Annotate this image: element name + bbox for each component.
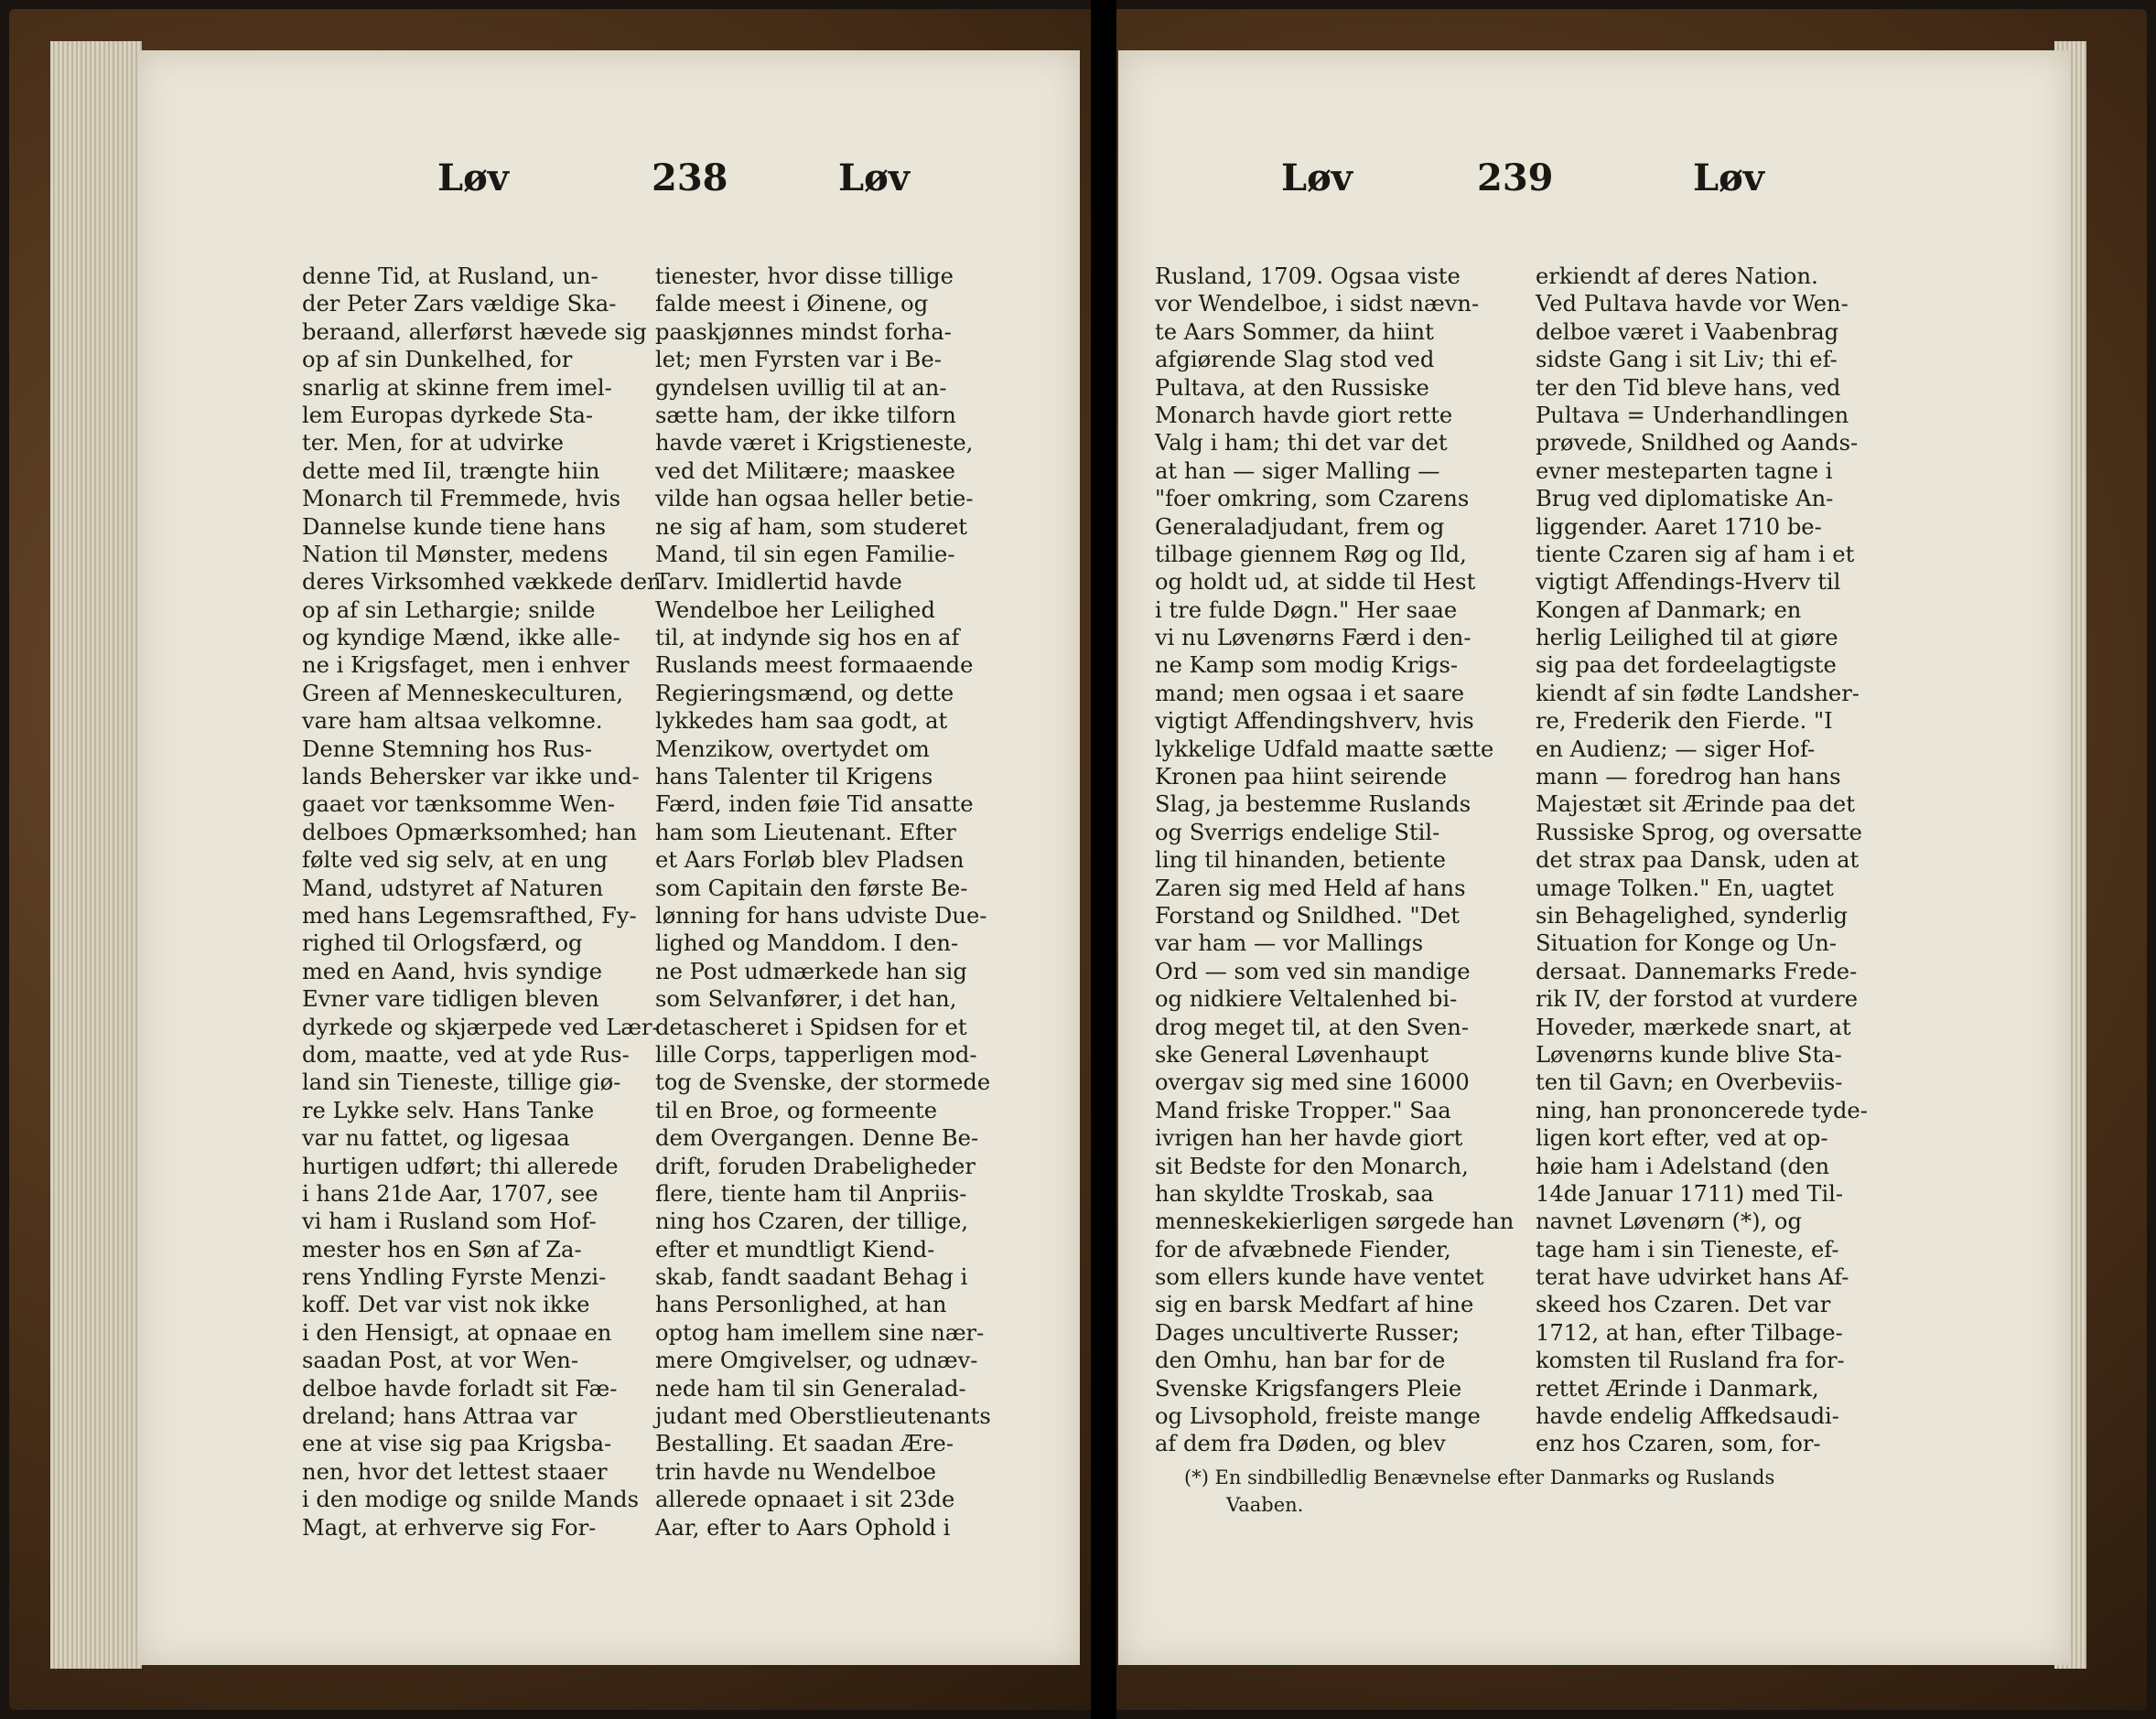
text-line: Wendelboe her Leilighed: [655, 596, 935, 623]
text-line: Tarv. Imidlertid havde: [655, 569, 902, 596]
text-line: sætte ham, der ikke tilforn: [655, 402, 956, 428]
text-line: et Aars Forløb blev Pladsen: [655, 847, 965, 874]
text-line: lille Corps, tapperligen mod-: [655, 1041, 977, 1068]
text-line: dem Overgangen. Denne Be-: [655, 1125, 979, 1152]
text-line: Ved Pultava havde vor Wen-: [1536, 291, 1849, 317]
text-line: skab, fandt saadant Behag i: [655, 1264, 968, 1291]
text-line: prøvede, Snildhed og Aands-: [1536, 430, 1859, 457]
text-line: hans Talenter til Krigens: [655, 764, 933, 790]
text-line: som ellers kunde have ventet: [1155, 1264, 1484, 1291]
text-line: gaaet vor tænksomme Wen-: [302, 791, 616, 818]
text-line: ene at vise sig paa Krigsba-: [302, 1431, 612, 1457]
text-line: Generaladjudant, frem og: [1155, 513, 1445, 540]
text-line: delboe havde forladt sit Fæ-: [302, 1375, 618, 1402]
text-line: til, at indynde sig hos en af: [655, 625, 960, 651]
text-line: lønning for hans udviste Due-: [655, 902, 987, 929]
text-line: og holdt ud, at sidde til Hest: [1155, 569, 1476, 596]
text-line: Færd, inden føie Tid ansatte: [655, 791, 974, 818]
text-line: Magt, at erhverve sig For-: [302, 1514, 597, 1541]
text-line: Mand, til sin egen Familie-: [655, 541, 955, 567]
text-line: for de afvæbnede Fiender,: [1155, 1236, 1451, 1262]
text-line: Denne Stemning hos Rus-: [302, 736, 593, 762]
text-line: vare ham altsaa velkomne.: [302, 708, 603, 735]
text-line: sin Behagelighed, synderlig: [1536, 902, 1848, 929]
text-line: righed til Orlogsfærd, og: [302, 930, 583, 957]
left-page-number: 238: [652, 156, 728, 199]
text-line: Green af Menneskeculturen,: [302, 680, 624, 706]
text-line: rens Yndling Fyrste Menzi-: [302, 1264, 607, 1291]
text-line: ne Kamp som modig Krigs-: [1155, 652, 1459, 679]
text-line: nen, hvor det lettest staaer: [302, 1458, 608, 1485]
text-line: delboe været i Vaabenbrag: [1536, 318, 1839, 345]
text-line: drog meget til, at den Sven-: [1155, 1014, 1469, 1040]
text-line: dette med Iil, trængte hiin: [302, 457, 600, 484]
left-page-column-1: [302, 263, 662, 1542]
text-line: koff. Det var vist nok ikke: [302, 1292, 590, 1318]
text-line: lighed og Manddom. I den-: [655, 930, 959, 957]
text-line: ved det Militære; maaskee: [655, 457, 955, 484]
text-line: havde endelig Affkedsaudi-: [1536, 1403, 1839, 1430]
text-line: Regieringsmænd, og dette: [655, 680, 954, 706]
text-line: lykkelige Udfald maatte sætte: [1155, 736, 1494, 762]
text-line: dom, maatte, ved at yde Rus-: [302, 1041, 630, 1068]
text-line: vor Wendelboe, i sidst nævn-: [1155, 291, 1480, 317]
text-line: Situation for Konge og Un-: [1536, 930, 1837, 957]
left-page-column-2: [655, 263, 991, 1542]
text-line: som Capitain den første Be-: [655, 875, 968, 901]
text-line: deres Virksomhed vækkede den: [302, 569, 662, 596]
text-line: 14de Januar 1711) med Til-: [1536, 1180, 1844, 1207]
text-line: Pultava = Underhandlingen: [1536, 402, 1849, 428]
text-line: afgiørende Slag stod ved: [1155, 347, 1435, 373]
text-line: vi nu Løvenørns Færd i den-: [1155, 625, 1471, 651]
text-line: mester hos en Søn af Za-: [302, 1236, 582, 1262]
text-line: land sin Tieneste, tillige giø-: [302, 1069, 621, 1096]
text-line: Ord — som ved sin mandige: [1155, 958, 1471, 984]
text-line: ne sig af ham, som studeret: [655, 513, 967, 540]
text-line: Valg i ham; thi det var det: [1155, 430, 1448, 457]
text-line: enz hos Czaren, som, for-: [1536, 1431, 1821, 1457]
text-line: navnet Løvenørn (*), og: [1536, 1209, 1802, 1235]
text-line: Dages uncultiverte Russer;: [1155, 1319, 1461, 1346]
text-line: evner mesteparten tagne i: [1536, 457, 1833, 484]
text-line: Aar, efter to Aars Ophold i: [655, 1514, 951, 1541]
text-line: Monarch havde giort rette: [1155, 402, 1453, 428]
text-line: Evner vare tidligen bleven: [302, 986, 599, 1013]
left-page: [137, 50, 1080, 1665]
text-line: dersaat. Dannemarks Frede-: [1536, 958, 1858, 984]
text-line: at han — siger Malling —: [1155, 457, 1440, 484]
text-line: falde meest i Øinene, og: [655, 291, 929, 317]
text-line: en Audienz; — siger Hof-: [1536, 736, 1816, 762]
text-line: nede ham til sin Generalad-: [655, 1375, 966, 1402]
text-line: saadan Post, at vor Wen-: [302, 1348, 579, 1374]
text-line: Dannelse kunde tiene hans: [302, 513, 607, 540]
text-line: liggender. Aaret 1710 be-: [1536, 513, 1822, 540]
text-line: Majestæt sit Ærinde paa det: [1536, 791, 1855, 818]
right-page-running-head-right: Løv: [1693, 156, 1765, 199]
text-line: og Sverrigs endelige Stil-: [1155, 819, 1440, 845]
text-line: op af sin Lethargie; snilde: [302, 596, 596, 623]
text-line: der Peter Zars vældige Ska-: [302, 291, 617, 317]
right-page-number: 239: [1477, 156, 1554, 199]
left-page-running-head-right: Løv: [838, 156, 911, 199]
text-line: Forstand og Snildhed. "Det: [1155, 902, 1461, 929]
text-line: og nidkiere Veltalenhed bi-: [1155, 986, 1458, 1013]
text-line: skeed hos Czaren. Det var: [1536, 1292, 1831, 1318]
text-line: delboes Opmærksomhed; han: [302, 819, 637, 845]
text-line: beraand, allerførst hævede sig: [302, 318, 647, 345]
text-line: lykkedes ham saa godt, at: [655, 708, 948, 735]
text-line: Russiske Sprog, og oversatte: [1536, 819, 1862, 845]
text-line: efter et mundtligt Kiend-: [655, 1236, 935, 1262]
text-line: rettet Ærinde i Danmark,: [1536, 1375, 1819, 1402]
text-line: ning hos Czaren, der tillige,: [655, 1209, 969, 1235]
text-line: var ham — vor Mallings: [1155, 930, 1424, 957]
text-line: sig en barsk Medfart af hine: [1155, 1292, 1474, 1318]
text-line: Kongen af Danmark; en: [1536, 596, 1802, 623]
text-line: terat have udvirket hans Af-: [1536, 1264, 1849, 1291]
text-line: Løvenørns kunde blive Sta-: [1536, 1041, 1842, 1068]
text-line: Kronen paa hiint seirende: [1155, 764, 1448, 790]
text-line: som Selvanfører, i det han,: [655, 986, 957, 1013]
text-line: ling til hinanden, betiente: [1155, 847, 1446, 874]
text-line: snarlig at skinne frem imel-: [302, 374, 612, 401]
gutter: [1091, 0, 1116, 1719]
text-line: det strax paa Dansk, uden at: [1536, 847, 1860, 874]
text-line: allerede opnaaet i sit 23de: [655, 1487, 955, 1513]
text-line: var nu fattet, og ligesaa: [302, 1125, 570, 1152]
text-line: tog de Svenske, der stormede: [655, 1069, 991, 1096]
text-line: sig paa det fordeelagtigste: [1536, 652, 1837, 679]
text-line: ivrigen han her havde giort: [1155, 1125, 1463, 1152]
text-line: ten til Gavn; en Overbeviis-: [1536, 1069, 1843, 1096]
text-line: re, Frederik den Fierde. "I: [1536, 708, 1833, 735]
text-line: Slag, ja bestemme Ruslands: [1155, 791, 1471, 818]
text-line: Brug ved diplomatiske An-: [1536, 486, 1834, 512]
text-line: og Livsophold, freiste mange: [1155, 1403, 1481, 1430]
text-line: ligen kort efter, ved at op-: [1536, 1125, 1828, 1152]
text-line: vigtigt Affendingshverv, hvis: [1155, 708, 1474, 735]
text-line: med hans Legemsrafthed, Fy-: [302, 902, 637, 929]
text-line: ning, han prononcerede tyde-: [1536, 1097, 1868, 1123]
text-line: sidste Gang i sit Liv; thi ef-: [1536, 347, 1838, 373]
right-page-column-1: [1155, 263, 1521, 1458]
text-line: Ruslands meest formaaende: [655, 652, 974, 679]
text-line: høie ham i Adelstand (den: [1536, 1153, 1830, 1179]
right-page-running-head-left: Løv: [1281, 156, 1353, 199]
text-line: 1712, at han, efter Tilbage-: [1536, 1319, 1843, 1346]
text-line: Menzikow, overtydet om: [655, 736, 930, 762]
text-line: let; men Fyrsten var i Be-: [655, 347, 942, 373]
text-line: optog ham imellem sine nær-: [655, 1319, 985, 1346]
right-page: [1118, 50, 2070, 1665]
text-line: dreland; hans Attraa var: [302, 1403, 577, 1430]
text-line: af dem fra Døden, og blev: [1155, 1431, 1446, 1457]
text-line: Monarch til Fremmede, hvis: [302, 486, 620, 512]
text-line: tienester, hvor disse tillige: [655, 263, 954, 289]
text-line: tilbage giennem Røg og Ild,: [1155, 541, 1467, 567]
text-line: ter den Tid bleve hans, ved: [1536, 374, 1841, 401]
text-line: sit Bedste for den Monarch,: [1155, 1153, 1469, 1179]
text-line: havde været i Krigstieneste,: [655, 430, 974, 457]
text-line: dyrkede og skjærpede ved Lær-: [302, 1014, 660, 1040]
text-line: komsten til Rusland fra for-: [1536, 1348, 1845, 1374]
text-line: hans Personlighed, at han: [655, 1292, 947, 1318]
text-line: erkiendt af deres Nation.: [1536, 263, 1818, 289]
text-line: herlig Leilighed til at giøre: [1536, 625, 1838, 651]
text-line: Pultava, at den Russiske: [1155, 374, 1429, 401]
text-line: til en Broe, og formeente: [655, 1097, 938, 1123]
footnote-line-2: Vaaben.: [1226, 1494, 1304, 1516]
text-line: flere, tiente ham til Anpriis-: [655, 1180, 967, 1207]
text-line: "foer omkring, som Czarens: [1155, 486, 1470, 512]
text-line: Zaren sig med Held af hans: [1155, 875, 1466, 901]
text-line: mand; men ogsaa i et saare: [1155, 680, 1465, 706]
text-line: Rusland, 1709. Ogsaa viste: [1155, 263, 1461, 289]
text-line: ne Post udmærkede han sig: [655, 958, 967, 984]
text-line: kiendt af sin fødte Landsher-: [1536, 680, 1860, 706]
text-line: og kyndige Mænd, ikke alle-: [302, 625, 620, 651]
text-line: paaskjønnes mindst forha-: [655, 318, 952, 345]
text-line: tage ham i sin Tieneste, ef-: [1536, 1236, 1839, 1262]
text-line: overgav sig med sine 16000: [1155, 1069, 1470, 1096]
text-line: Mand, udstyret af Naturen: [302, 875, 604, 901]
text-line: i den Hensigt, at opnaae en: [302, 1319, 612, 1346]
text-line: vi ham i Rusland som Hof-: [302, 1209, 597, 1235]
text-line: denne Tid, at Rusland, un-: [302, 263, 598, 289]
text-line: drift, foruden Drabeligheder: [655, 1153, 976, 1179]
left-page-edges: [50, 41, 142, 1669]
text-line: den Omhu, han bar for de: [1155, 1348, 1446, 1374]
text-line: menneskekierligen sørgede han: [1155, 1209, 1515, 1235]
text-line: judant med Oberstlieutenants: [655, 1403, 991, 1430]
text-line: lem Europas dyrkede Sta-: [302, 402, 594, 428]
text-line: ham som Lieutenant. Efter: [655, 819, 956, 845]
text-line: gyndelsen uvillig til at an-: [655, 374, 947, 401]
text-line: Hoveder, mærkede snart, at: [1536, 1014, 1851, 1040]
text-line: ter. Men, for at udvirke: [302, 430, 564, 457]
left-page-running-head-left: Løv: [437, 156, 510, 199]
text-line: i tre fulde Døgn." Her saae: [1155, 596, 1458, 623]
text-line: mere Omgivelser, og udnæv-: [655, 1348, 978, 1374]
text-line: ske General Løvenhaupt: [1155, 1041, 1428, 1068]
text-line: detascheret i Spidsen for et: [655, 1014, 967, 1040]
text-line: te Aars Sommer, da hiint: [1155, 318, 1434, 345]
text-line: hurtigen udført; thi allerede: [302, 1153, 619, 1179]
text-line: rik IV, der forstod at vurdere: [1536, 986, 1859, 1013]
text-line: trin havde nu Wendelboe: [655, 1458, 936, 1485]
text-line: følte ved sig selv, at en ung: [302, 847, 609, 874]
text-line: i hans 21de Aar, 1707, see: [302, 1180, 598, 1207]
text-line: lands Behersker var ikke und-: [302, 764, 640, 790]
text-line: Svenske Krigsfangers Pleie: [1155, 1375, 1462, 1402]
text-line: vilde han ogsaa heller betie-: [655, 486, 974, 512]
text-line: op af sin Dunkelhed, for: [302, 347, 573, 373]
text-line: umage Tolken." En, uagtet: [1536, 875, 1834, 901]
text-line: ne i Krigsfaget, men i enhver: [302, 652, 630, 679]
text-line: tiente Czaren sig af ham i et: [1536, 541, 1855, 567]
text-line: Nation til Mønster, medens: [302, 541, 609, 567]
text-line: Bestalling. Et saadan Ære-: [655, 1431, 954, 1457]
text-line: mann — foredrog han hans: [1536, 764, 1841, 790]
right-page-column-2: [1536, 263, 1902, 1458]
text-line: i den modige og snilde Mands: [302, 1487, 640, 1513]
text-line: vigtigt Affendings-Hverv til: [1536, 569, 1841, 596]
text-line: med en Aand, hvis syndige: [302, 958, 603, 984]
text-line: han skyldte Troskab, saa: [1155, 1180, 1434, 1207]
footnote-line-1: (*) En sindbilledlig Benævnelse efter Danmarks og Ruslands: [1184, 1467, 1775, 1488]
text-line: Mand friske Tropper." Saa: [1155, 1097, 1451, 1123]
text-line: re Lykke selv. Hans Tanke: [302, 1097, 595, 1123]
